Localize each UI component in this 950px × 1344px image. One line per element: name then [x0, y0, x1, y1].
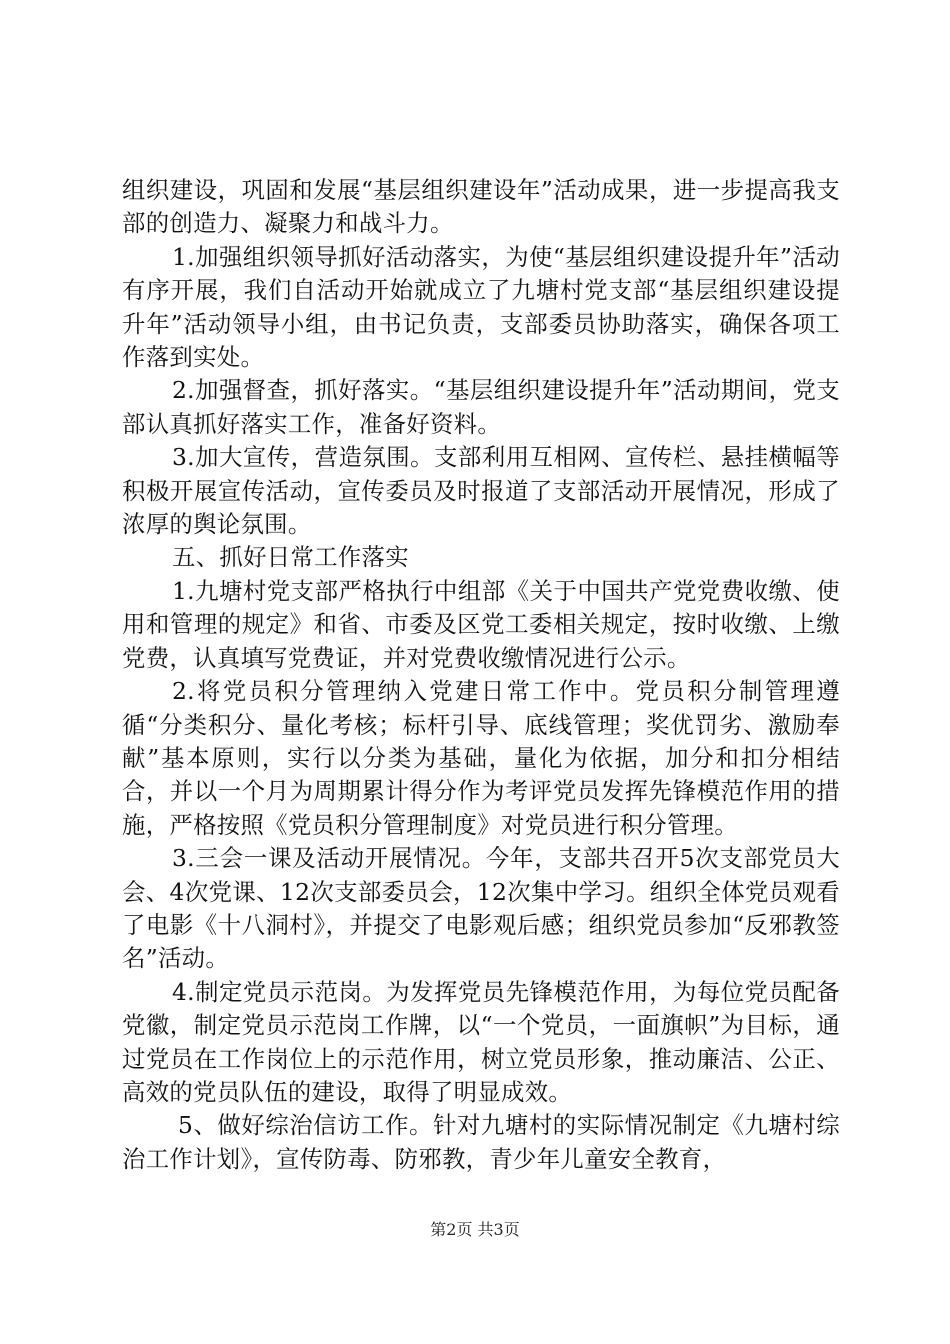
document-body — [122, 174, 840, 1176]
paragraph-6: 1.九塘村党支部严格执行中组部《关于中国共产党党费收缴、使用和管理的规定》和省、市委及区党工委相关规定，按时收缴、上缴党费，认真填写党费证，并对党费收缴情况进行公示。 — [122, 576, 840, 672]
paragraph-10: 5、做好综治信访工作。针对九塘村的实际情况制定《九塘村综治工作计划》，宣传防毒、防邪教，青少年儿童安全教育， — [122, 1111, 840, 1173]
paragraph-2: 1.加强组织领导抓好活动落实，为使“基层组织建设提升年”活动有序开展，我们自活动开始就成立了九塘村党支部“基层组织建设提升年”活动领导小组，由书记负责，支部委员协助落实，确保各项工作落到实处。 — [122, 242, 840, 372]
paragraph-3: 2.加强督查，抓好落实。“基层组织建设提升年”活动期间，党支部认真抓好落实工作，准备好资料。 — [122, 376, 840, 438]
paragraph-1: 组织建设，巩固和发展“基层组织建设年”活动成果，进一步提高我支部的创造力、凝聚力和战斗力。 — [122, 176, 840, 238]
paragraph-4: 3.加大宣传，营造氛围。支部利用互相网、宣传栏、悬挂横幅等积极开展宣传活动，宣传委员及时报道了支部活动开展情况，形成了浓厚的舆论氛围。 — [122, 443, 840, 539]
section-heading-5: 五、抓好日常工作落实 — [172, 543, 409, 572]
paragraph-8: 3.三会一课及活动开展情况。今年，支部共召开5次支部党员大会、4次党课、12次支部委员会，12次集中学习。组织全体党员观看了电影《十八洞村》，并提交了电影观后感；组织党员参加“反邪教签名”活动。 — [122, 844, 840, 973]
paragraph-9: 4.制定党员示范岗。为发挥党员先锋模范作用，为每位党员配备党徽，制定党员示范岗工作牌，以“一个党员，一面旗帜”为目标，通过党员在工作岗位上的示范作用，树立党员形象，推动廉洁、公正、高效的党员队伍的建设，取得了明显成效。 — [122, 977, 840, 1106]
paragraph-7: 2.将党员积分管理纳入党建日常工作中。党员积分制管理遵循“分类积分、量化考核；标杆引导、底线管理；奖优罚劣、激励奉献”基本原则，实行以分类为基础，量化为依据，加分和扣分相结合，并以一个月为周期累计得分作为考评党员发挥先锋模范作用的措施，严格按照《党员积分管理制度》对党员进行积分管理。 — [122, 677, 840, 839]
page-footer: 第2页 共3页 — [430, 1220, 520, 1239]
